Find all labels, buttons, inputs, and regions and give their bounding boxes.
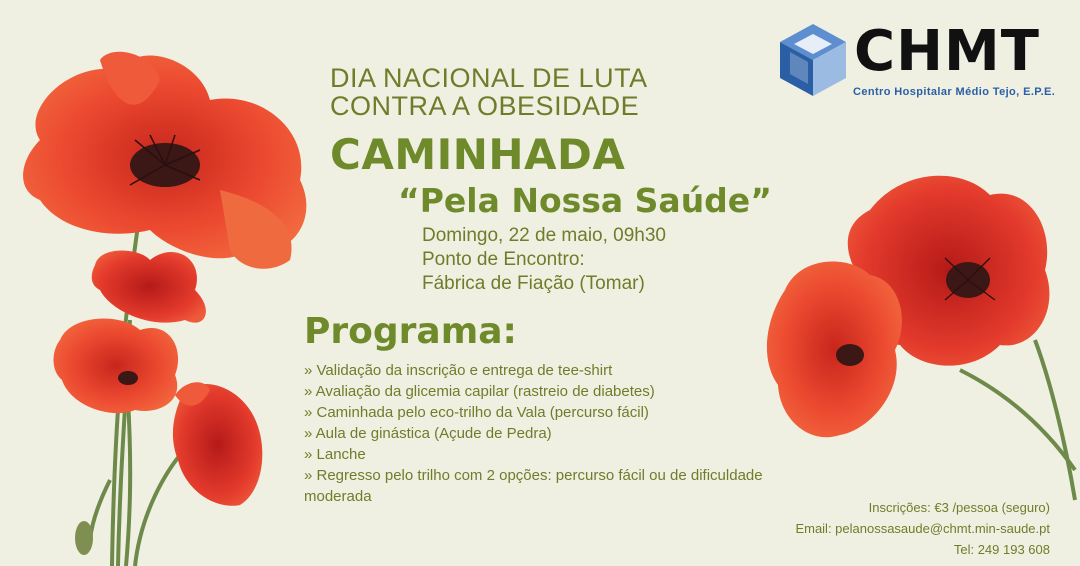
event-title-line1: DIA NACIONAL DE LUTA	[330, 63, 648, 93]
contact-email: Email: pelanossasaude@chmt.min-saude.pt	[795, 521, 1050, 536]
poppy-large-left	[23, 52, 306, 269]
program-item: » Aula de ginástica (Açude de Pedra)	[304, 425, 552, 442]
chmt-cube-logo-icon	[778, 22, 848, 98]
poppy-small-left	[92, 250, 206, 322]
event-headline: CAMINHADA	[330, 130, 626, 179]
program-item: » Caminhada pelo eco-trilho da Vala (percurso fácil)	[304, 404, 649, 421]
event-title-line2: CONTRA A OBESIDADE	[330, 91, 640, 121]
program-item: » Lanche	[304, 446, 366, 463]
contact-phone: Tel: 249 193 608	[953, 542, 1050, 557]
program-item: » Avaliação da glicemia capilar (rastreio de diabetes)	[304, 383, 655, 400]
event-title	[330, 64, 648, 120]
program-title: Programa:	[304, 311, 517, 352]
poppy-right-lower	[767, 261, 902, 437]
registration-info: Inscrições: €3 /pessoa (seguro)	[868, 500, 1050, 515]
logo-name: CHMT	[854, 19, 1040, 84]
poppy-bud-left	[173, 382, 262, 506]
logo-subtitle: Centro Hospitalar Médio Tejo, E.P.E.	[853, 86, 1056, 98]
program-item: » Validação da inscrição e entrega de tee-shirt	[304, 362, 613, 379]
program-list	[304, 360, 774, 507]
right-stems	[960, 340, 1075, 500]
event-details	[422, 224, 666, 296]
bud-icon	[75, 521, 93, 555]
meeting-place: Fábrica de Fiação (Tomar)	[422, 273, 645, 294]
event-subtitle: “Pela Nossa Saúde”	[398, 181, 772, 220]
program-item: » Regresso pelo trilho com 2 opções: percurso fácil ou de dificuldade moderada	[304, 467, 763, 505]
poppy-medium-left	[54, 319, 179, 414]
contact-info	[795, 497, 1050, 560]
meeting-label: Ponto de Encontro:	[422, 249, 585, 270]
event-date-time: Domingo, 22 de maio, 09h30	[422, 225, 666, 246]
